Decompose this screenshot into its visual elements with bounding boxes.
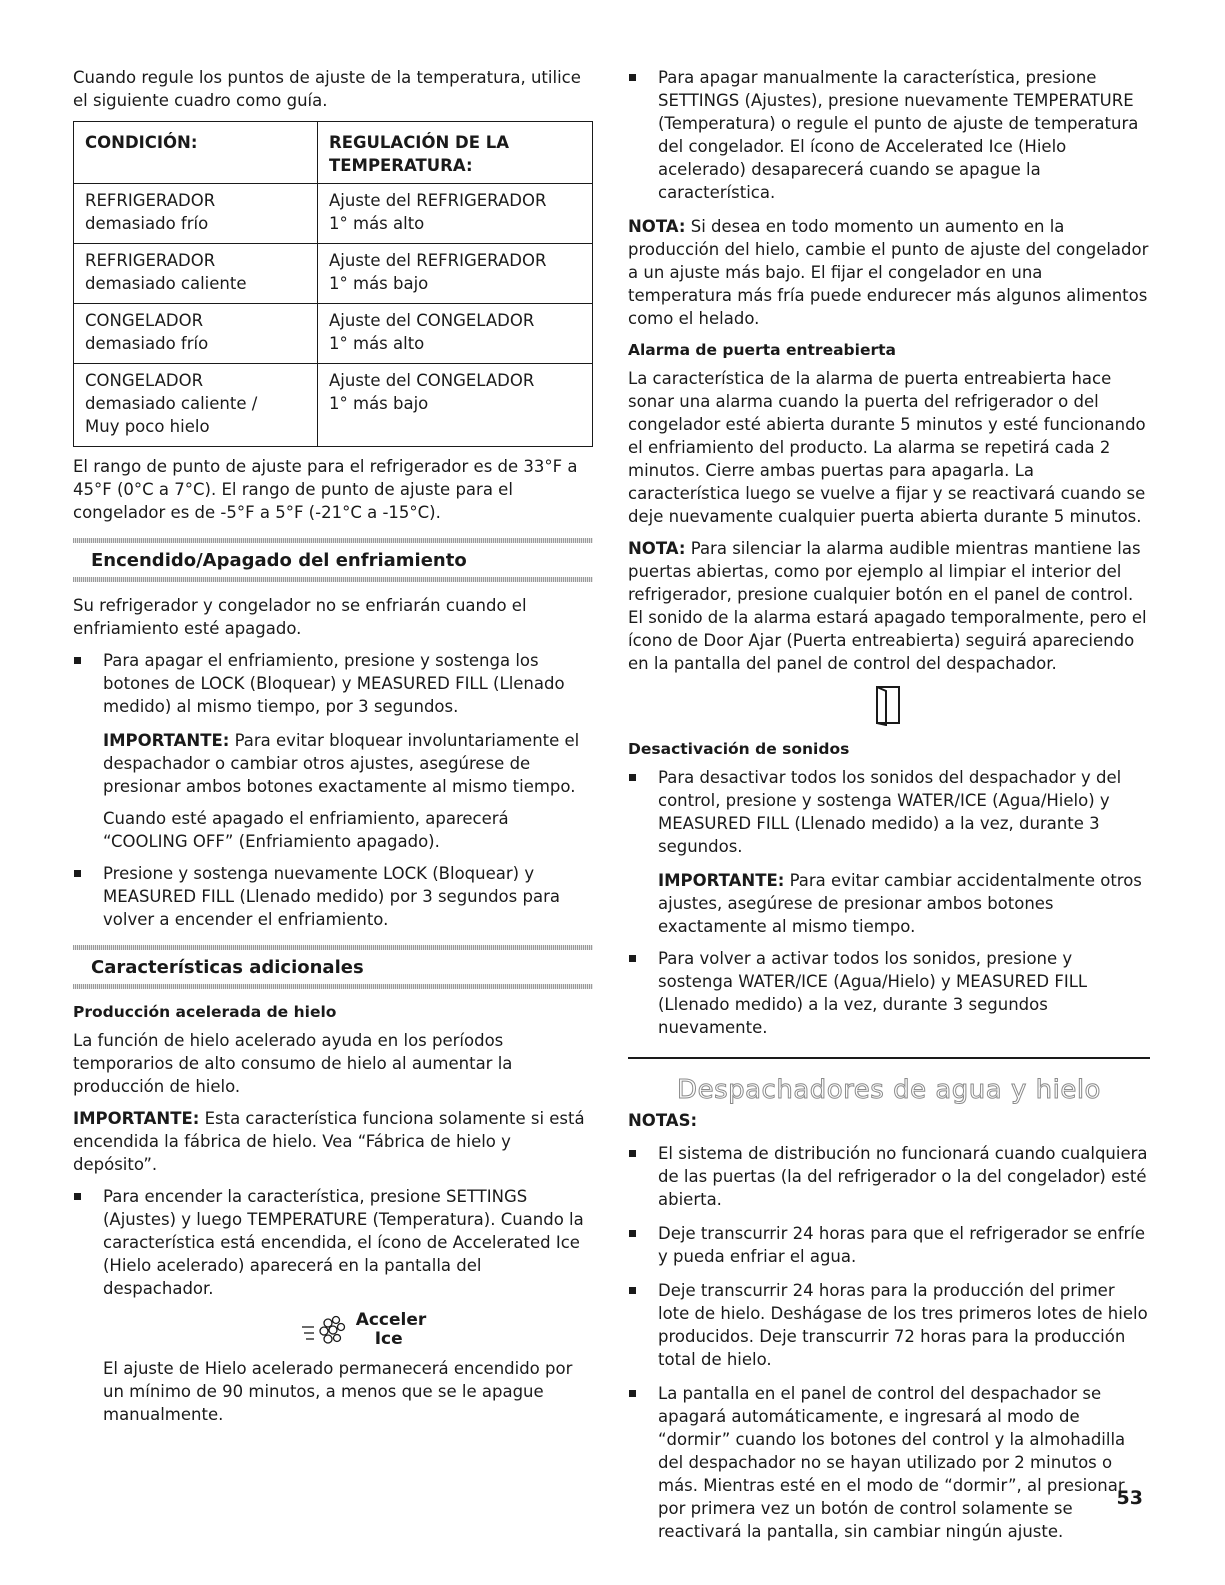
bullet-square-icon (74, 870, 81, 877)
bullet-square-icon (629, 955, 636, 962)
cell-line: Muy poco hielo (85, 417, 210, 436)
right-column (628, 66, 1150, 1554)
bullet-square-icon (629, 774, 636, 781)
accelerated-ice-list (73, 1185, 593, 1300)
table-row (74, 184, 593, 244)
list-item-text: La pantalla en el panel de control del despachador se apagará automáticamente, e ingresará al modo de “dormir” cuando los botones del control y la almohadilla del despachador no se hayan utilizado por 2 minutos o más. Mientras esté en el modo de “dormir”, al presionar por primera vez un botón de control solamente se reactivará la pantalla, sin cambiar ningún ajuste. (658, 1384, 1126, 1541)
bullet-square-icon (629, 1150, 636, 1157)
important-text: Para evitar bloquear involuntariamente el despachador o cambiar otros ajustes, asegúrese de presionar ambos botones exactamente al mismo tiempo. (103, 731, 580, 796)
notes-label: NOTAS: (628, 1111, 698, 1130)
important-label: IMPORTANTE: (73, 1109, 200, 1128)
list-item-text: Para desactivar todos los sonidos del despachador y del control, presione y sostenga WATER/ICE (Agua/Hielo) y MEASURED FILL (Llenado medido) a la vez, durante 3 segundos. (658, 768, 1122, 856)
table-header-row (74, 122, 593, 184)
list-item-text: Deje transcurrir 24 horas para que el refrigerador se enfríe y pueda enfriar el agua. (658, 1224, 1146, 1266)
cell-line: 1° más alto (329, 334, 425, 353)
note-text: Si desea en todo momento un aumento en la producción del hielo, cambie el punto de ajuste del congelador a un ajuste más bajo. El fijar el congelador en una temperatura más fría puede endurecer más algunos alimentos como el helado. (628, 217, 1149, 328)
important-label: IMPORTANTE: (658, 871, 785, 890)
subheading-door-alarm: Alarma de puerta entreabierta (628, 341, 896, 359)
table-cell-condition (74, 304, 318, 364)
list-item-text: Presione y sostenga nuevamente LOCK (Bloquear) y MEASURED FILL (Llenado medido) por 3 segundos para volver a encender el enfriamiento. (103, 864, 560, 929)
table-cell-adjustment (318, 304, 593, 364)
cooling-list-2 (73, 862, 593, 931)
cell-line: demasiado caliente / (85, 394, 258, 413)
section-divider (628, 1057, 1150, 1059)
list-item (628, 1142, 1150, 1211)
bullet-square-icon (629, 1390, 636, 1397)
subheading-mute-sounds: Desactivación de sonidos (628, 740, 850, 758)
table-cell-condition (74, 184, 318, 244)
cell-line: demasiado caliente (85, 274, 247, 293)
cell-line: demasiado frío (85, 334, 209, 353)
table-row (74, 304, 593, 364)
bullet-square-icon (74, 1193, 81, 1200)
accelerated-ice-label-line1: Acceler (355, 1310, 427, 1330)
section-title-additional: Características adicionales (91, 957, 364, 978)
accelerated-ice-intro: La función de hielo acelerado ayuda en los períodos temporarios de alto consumo de hielo al aumentar la producción de hielo. (73, 1031, 513, 1096)
accelerated-ice-duration: El ajuste de Hielo acelerado permanecerá encendido por un mínimo de 90 minutos, a menos que se le apague manualmente. (103, 1359, 573, 1424)
accelerated-ice-label (356, 1311, 427, 1349)
table-cell-adjustment (318, 364, 593, 447)
list-item (628, 766, 1150, 858)
note-label: NOTA: (628, 217, 686, 236)
setpoint-range-text: El rango de punto de ajuste para el refrigerador es de 33°F a 45°F (0°C a 7°C). El rango de punto de ajuste para el congelador es de -5°F a 5°F (-21°C a -15°C). (73, 457, 578, 522)
note-silence-alarm (628, 537, 1150, 675)
accelerated-ice-indicator (73, 1311, 593, 1349)
important-text: Esta característica funciona solamente si está encendida la fábrica de hielo. Vea “Fábrica de hielo y depósito”. (73, 1109, 585, 1174)
cooling-off-note: Cuando esté apagado el enfriamiento, aparecerá “COOLING OFF” (Enfriamiento apagado). (103, 809, 509, 851)
temperature-guide-table (73, 121, 593, 447)
cell-line: REFRIGERADOR (85, 191, 216, 210)
cooling-intro: Su refrigerador y congelador no se enfriarán cuando el enfriamiento esté apagado. (73, 596, 527, 638)
note-text: Para silenciar la alarma audible mientras mantiene las puertas abiertas, como por ejemplo al limpiar el interior del refrigerador, presione cualquier botón en el panel de control. El sonido de la alarma estará apagado temporalmente, pero el ícono de Door Ajar (Puerta entreabierta) seguirá apareciendo en la pantalla del panel de control del despachador. (628, 539, 1147, 673)
accelerated-off-list (628, 66, 1150, 204)
table-cell-condition (74, 244, 318, 304)
table-cell-adjustment (318, 244, 593, 304)
dispensers-section-title: Despachadores de agua y hielo (677, 1075, 1101, 1105)
list-item (628, 66, 1150, 204)
cell-line: Ajuste del CONGELADOR (329, 311, 535, 330)
section-title-cooling: Encendido/Apagado del enfriamiento (91, 550, 467, 571)
accelerated-ice-important (73, 1107, 593, 1176)
list-item-text: Deje transcurrir 24 horas para la producción del primer lote de hielo. Deshágase de los tres primeros lotes de hielo producidos. Deje transcurrir 72 horas para la producción total de hielo. (658, 1281, 1148, 1369)
bullet-square-icon (629, 1287, 636, 1294)
note-label: NOTA: (628, 539, 686, 558)
list-item (73, 1185, 593, 1300)
section-header-cooling (73, 538, 593, 582)
cell-line: 1° más bajo (329, 394, 429, 413)
table-cell-condition (74, 364, 318, 447)
accelerated-ice-label-line2: Ice (374, 1329, 403, 1349)
door-alarm-text: La característica de la alarma de puerta entreabierta hace sonar una alarma cuando la puerta del refrigerador o del congelador esté abierta durante 5 minutos y esté funcionando el enfriamiento del producto. La alarma se repetirá cada 2 minutos. Cierre ambas puertas para apagarla. La característica luego se vuelve a fijar y se reactivará cuando se deje nuevamente cualquier puerta abierta durante 5 minutos. (628, 369, 1146, 526)
dispenser-notes-list (628, 1142, 1150, 1543)
cell-line: demasiado frío (85, 214, 209, 233)
list-item (73, 862, 593, 931)
cell-line: CONGELADOR (85, 311, 204, 330)
door-ajar-icon (874, 684, 904, 726)
cell-line: Ajuste del REFRIGERADOR (329, 251, 547, 270)
cooling-important (73, 729, 593, 798)
left-column (73, 66, 593, 1435)
list-item (628, 1222, 1150, 1268)
bullet-square-icon (74, 657, 81, 664)
list-item-text: Para apagar manualmente la característica, presione SETTINGS (Ajustes), presione nuevamente TEMPERATURE (Temperatura) o regule el punto de ajuste de temperatura del congelador. El ícono de Accelerated Ice (Hielo acelerado) desaparecerá cuando se apague la característica. (658, 68, 1139, 202)
cell-line: Ajuste del CONGELADOR (329, 371, 535, 390)
subheading-accelerated-ice: Producción acelerada de hielo (73, 1003, 337, 1021)
table-row (74, 244, 593, 304)
list-item-text: Para encender la característica, presione SETTINGS (Ajustes) y luego TEMPERATURE (Temperatura). Cuando la característica está encendida, el ícono de Accelerated Ice (Hielo acelerado) aparecerá en la pantalla del despachador. (103, 1187, 584, 1298)
mute-list (628, 766, 1150, 858)
cell-line: 1° más bajo (329, 274, 429, 293)
section-rule-bottom (73, 984, 593, 989)
bullet-square-icon (629, 74, 636, 81)
table-intro: Cuando regule los puntos de ajuste de la temperatura, utilice el siguiente cuadro como guía. (73, 68, 581, 110)
cell-line: Ajuste del REFRIGERADOR (329, 191, 547, 210)
list-item-text: Para volver a activar todos los sonidos, presione y sostenga WATER/ICE (Agua/Hielo) y MEASURED FILL (Llenado medido) a la vez, durante 3 segundos nuevamente. (658, 949, 1088, 1037)
cell-line: 1° más alto (329, 214, 425, 233)
list-item-text: Para apagar el enfriamiento, presione y sostenga los botones de LOCK (Bloquear) y MEASURED FILL (Llenado medido) al mismo tiempo, por 3 segundos. (103, 651, 565, 716)
accelerated-ice-icon (300, 1313, 354, 1347)
cell-line: REFRIGERADOR (85, 251, 216, 270)
unmute-list (628, 947, 1150, 1039)
important-text: Para evitar cambiar accidentalmente otros ajustes, asegúrese de presionar ambos botones exactamente al mismo tiempo. (658, 871, 1142, 936)
table-header-condition: CONDICIÓN: (74, 122, 318, 184)
cooling-list (73, 649, 593, 718)
table-row (74, 364, 593, 447)
table-cell-adjustment (318, 184, 593, 244)
section-rule-bottom (73, 577, 593, 582)
list-item (628, 1382, 1150, 1543)
table-header-adjustment: REGULACIÓN DE LA TEMPERATURA: (318, 122, 593, 184)
bullet-square-icon (629, 1230, 636, 1237)
important-label: IMPORTANTE: (103, 731, 230, 750)
section-header-additional (73, 945, 593, 989)
note-ice-production (628, 215, 1150, 330)
list-item (628, 947, 1150, 1039)
page-number: 53 (1116, 1487, 1143, 1509)
door-ajar-indicator (628, 684, 1150, 726)
cell-line: CONGELADOR (85, 371, 204, 390)
list-item-text: El sistema de distribución no funcionará cuando cualquiera de las puertas (la del refrigerador o la del congelador) esté abierta. (658, 1144, 1148, 1209)
list-item (628, 1279, 1150, 1371)
list-item (73, 649, 593, 718)
mute-important (628, 869, 1150, 938)
